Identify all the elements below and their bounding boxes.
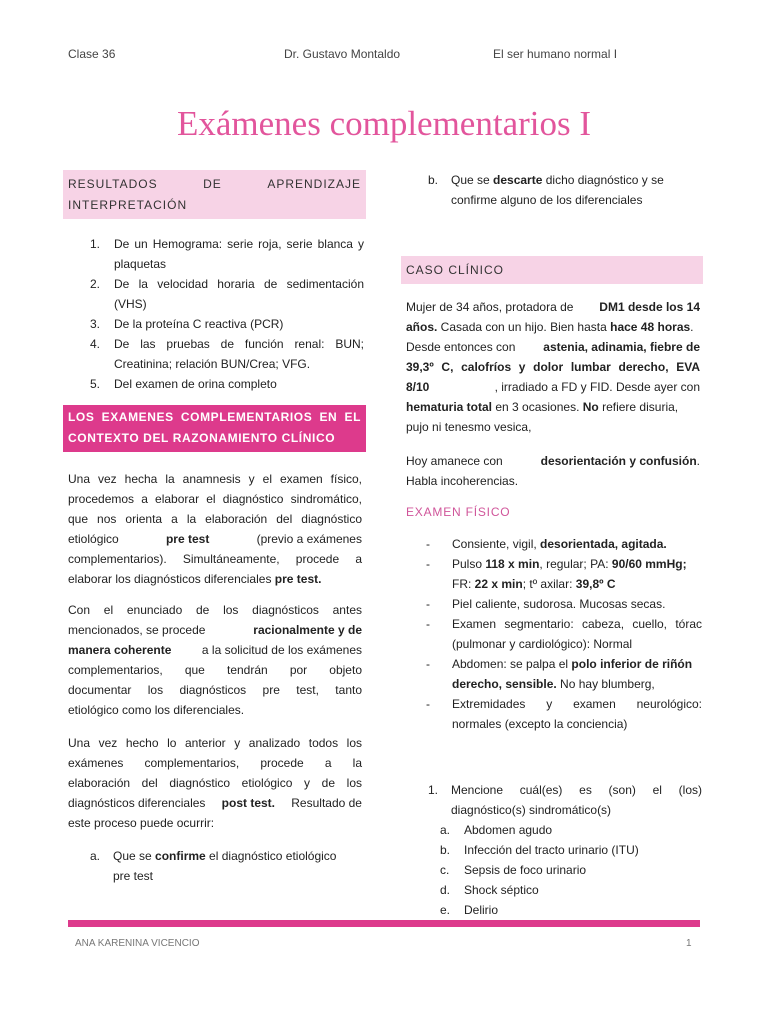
text-line: Una vez hecho lo anterior y analizado todos los <box>68 736 362 750</box>
text-span-bold: descarte <box>493 173 543 187</box>
option-b <box>428 170 702 210</box>
text-line: Con el enunciado de los diagnósticos antes <box>68 603 362 617</box>
list-item <box>90 334 364 374</box>
text-span-bold: 8/10 <box>406 380 430 394</box>
option-text: Shock séptico <box>464 883 539 897</box>
text-line: Habla incoherencias. <box>406 474 519 488</box>
text-line: confirme alguno de los diferenciales <box>451 193 643 207</box>
text-line <box>452 554 702 574</box>
text-span: el diagnóstico etiológico <box>205 849 337 863</box>
list-letter: e. <box>440 903 451 917</box>
text-span-bold: 118 x min <box>485 557 540 571</box>
text-line <box>452 534 702 554</box>
list-item <box>426 554 702 594</box>
list-number: 4. <box>90 337 101 351</box>
text-span: refiere disuria, <box>598 400 679 414</box>
list-item <box>426 694 702 734</box>
list-letter: b. <box>428 173 439 187</box>
text-line <box>452 674 702 694</box>
text-span: Casada con un hijo. Bien hasta <box>437 320 611 334</box>
text-line: pre test <box>113 869 154 883</box>
text-span: mencionados, se procede <box>68 623 206 637</box>
complementary-exams-heading <box>63 405 366 452</box>
list-number: 1. <box>90 237 101 251</box>
learning-outcomes-list <box>90 234 364 394</box>
text-span: Consiente, vigil, <box>452 537 541 551</box>
text-line: Piel caliente, sudorosa. Mucosas secas. <box>452 597 666 611</box>
text-span-bold: post test. <box>221 796 276 810</box>
list-number: 3. <box>90 317 101 331</box>
text-span-bold: confirme <box>155 849 206 863</box>
text-span: Hoy amanece con <box>406 454 503 468</box>
list-text: De la proteína C reactiva (PCR) <box>114 317 284 331</box>
page-title: Exámenes complementarios I <box>176 104 592 143</box>
text-span-bold: astenia, adinamia, fiebre de <box>543 340 700 354</box>
text-line <box>452 654 702 674</box>
option-text: Infección del tracto urinario (ITU) <box>464 843 639 857</box>
list-text: Del examen de orina completo <box>114 377 277 391</box>
list-text: plaquetas <box>114 257 167 271</box>
text-span: (previo a exámenes <box>256 532 362 546</box>
text-line: Una vez hecha la anamnesis y el examen físico, <box>68 472 362 486</box>
header-class-label: Clase 36 <box>68 47 116 61</box>
list-text: De las pruebas de función renal: BUN; <box>114 337 364 351</box>
text-line: procedemos a elaborar el diagnóstico sindromático, <box>68 492 362 506</box>
text-span: a la solicitud de los exámenes <box>201 643 362 657</box>
list-item <box>90 274 364 314</box>
list-number: 2. <box>90 277 101 291</box>
list-item <box>90 374 364 394</box>
list-item <box>428 170 702 210</box>
list-letter: b. <box>440 843 451 857</box>
text-line: normales (excepto la conciencia) <box>452 717 628 731</box>
text-span: diagnósticos diferenciales <box>68 796 206 810</box>
heading-word: RESULTADOS <box>68 177 158 191</box>
text-line: complementarios). Simultáneamente, procede a <box>68 552 362 566</box>
text-span-bold: 22 x min <box>474 577 523 591</box>
text-span-bold: DM1 desde los 14 <box>599 300 700 314</box>
bullet: - <box>426 537 430 551</box>
text-span-bold: desorientación y confusión <box>540 454 697 468</box>
text-span: etiológico <box>68 532 119 546</box>
text-span: Que se <box>451 173 494 187</box>
list-item <box>90 234 364 274</box>
list-item <box>426 654 702 694</box>
question-options <box>428 820 702 920</box>
list-text: (VHS) <box>114 297 147 311</box>
header-professor: Dr. Gustavo Montaldo <box>284 47 401 61</box>
text-span: elaborar los diagnósticos diferenciales <box>68 572 275 586</box>
text-span: Mujer de 34 años, protadora de <box>406 300 574 314</box>
header-course: El ser humano normal I <box>493 47 618 61</box>
list-item <box>90 846 362 886</box>
question-1 <box>428 780 702 920</box>
text-line: etiológico como los diferenciales. <box>68 703 245 717</box>
text-span-bold: racionalmente y de <box>253 623 362 637</box>
list-letter: c. <box>440 863 450 877</box>
option-a <box>90 846 362 886</box>
list-letter: a. <box>90 849 101 863</box>
text-line <box>451 170 702 190</box>
text-line <box>406 337 700 357</box>
text-span-bold: polo inferior de riñón <box>571 657 693 671</box>
list-letter: a. <box>440 823 451 837</box>
text-span: No hay blumberg, <box>556 677 655 691</box>
text-span: ; tº axilar: <box>522 577 576 591</box>
list-item <box>440 900 702 920</box>
list-item <box>440 860 702 880</box>
list-number: 5. <box>90 377 101 391</box>
heading-word: APRENDIZAJE <box>267 177 361 191</box>
text-line: Hoy amanece con desorientación y confusión. <box>406 451 700 471</box>
text-line: Examen segmentario: cabeza, cuello, tórac <box>452 617 702 631</box>
heading-line-2: CONTEXTO DEL RAZONAMIENTO CLÍNICO <box>68 431 336 445</box>
list-text: De la velocidad horaria de sedimentación <box>114 277 364 291</box>
learning-outcomes-heading <box>63 170 366 219</box>
text-span: , irradiado a FD y FID. Desde ayer con <box>494 380 700 394</box>
list-item <box>440 840 702 860</box>
case-paragraph-1 <box>406 297 700 437</box>
text-line: Extremidades y examen neurológico: <box>452 697 702 711</box>
text-line <box>406 377 700 397</box>
text-span: Pulso <box>452 557 486 571</box>
text-span: Resultado de <box>291 796 362 810</box>
list-item <box>440 820 702 840</box>
text-line <box>68 529 362 549</box>
footer-divider <box>68 920 700 927</box>
text-line: diagnóstico(s) sindromático(s) <box>451 803 612 817</box>
text-line: este proceso puede ocurrir: <box>68 816 215 830</box>
text-span: dicho diagnóstico y se <box>542 173 664 187</box>
paragraph-3 <box>68 733 362 833</box>
text-line: años. Casada con un hijo. Bien hasta hace 48 horas. <box>406 320 694 334</box>
text-line: documentar los diagnósticos pre test, tanto <box>68 683 362 697</box>
text-span-bold: derecho, sensible. <box>452 677 557 691</box>
heading-line-1 <box>68 177 361 191</box>
page-number: 1 <box>686 938 692 949</box>
text-line <box>68 620 362 640</box>
text-line: complementarios, que tendrán por objeto <box>68 663 362 677</box>
bullet: - <box>426 617 430 631</box>
text-line <box>68 569 362 589</box>
list-item <box>426 534 702 554</box>
heading-word: DE <box>203 177 222 191</box>
text-span: FR: <box>452 577 475 591</box>
footer-author: ANA KARENINA VICENCIO <box>75 938 200 949</box>
option-text: Abdomen agudo <box>464 823 553 837</box>
text-span-bold: pre test <box>165 532 210 546</box>
bullet: - <box>426 557 430 571</box>
text-line <box>113 846 362 866</box>
text-span: Que se <box>113 849 156 863</box>
text-span-bold: 90/60 mmHg; <box>611 557 687 571</box>
paragraph-1 <box>68 469 362 589</box>
text-span: en 3 ocasiones. <box>492 400 583 414</box>
list-number: 1. <box>428 783 439 797</box>
text-span-bold: 39,8º C <box>575 577 616 591</box>
text-line: elaboración del diagnóstico etiológico y de los <box>68 776 362 790</box>
text-span-bold: hematuria total <box>406 400 493 414</box>
text-line: que nos orienta a la elaboración del diagnóstico <box>68 512 362 526</box>
bullet: - <box>426 697 430 711</box>
text-span-bold: desorientada, agitada. <box>540 537 667 551</box>
list-item <box>90 314 364 334</box>
text-span-bold: No <box>582 400 599 414</box>
text-line: 39,3º C, calofríos y dolor lumbar derecho, EVA <box>406 360 700 374</box>
text-span-bold: años. <box>406 320 438 334</box>
text-span-bold: manera coherente <box>68 643 172 657</box>
text-line: (pulmonar y cardiológico): Normal <box>452 637 633 651</box>
bullet: - <box>426 597 430 611</box>
text-span: Abdomen: se palpa el <box>452 657 572 671</box>
list-text: Creatinina; relación BUN/Crea; VFG. <box>114 357 311 371</box>
heading-line-2: INTERPRETACIÓN <box>68 198 188 212</box>
case-paragraph-2 <box>406 451 700 491</box>
text-line: pujo ni tenesmo vesica, <box>406 420 532 434</box>
list-item <box>426 614 702 654</box>
text-line <box>406 397 700 417</box>
text-span-bold: pre test. <box>274 572 322 586</box>
option-text: Delirio <box>464 903 499 917</box>
text-span-bold: hace 48 horas <box>610 320 691 334</box>
list-letter: d. <box>440 883 451 897</box>
bullet: - <box>426 657 430 671</box>
list-text: De un Hemograma: serie roja, serie blanca y <box>114 237 364 251</box>
option-text: Sepsis de foco urinario <box>464 863 587 877</box>
text-line: exámenes complementarios, procede a la <box>68 756 362 770</box>
text-line <box>68 640 362 660</box>
clinical-case-heading <box>401 256 703 284</box>
heading-line-1: LOS EXAMENES COMPLEMENTARIOS EN EL <box>68 410 361 424</box>
text-span: , regular; PA: <box>539 557 612 571</box>
text-span: Desde entonces con <box>406 340 516 354</box>
physical-exam-heading: EXAMEN FÍSICO <box>406 505 511 519</box>
heading-text: CASO CLÍNICO <box>406 263 505 277</box>
text-line <box>68 793 362 813</box>
physical-exam-list <box>426 534 702 734</box>
text-line <box>406 297 700 317</box>
list-item <box>440 880 702 900</box>
list-item <box>428 780 702 820</box>
list-item <box>426 594 702 614</box>
paragraph-2 <box>68 600 362 720</box>
text-line: Mencione cuál(es) es (son) el (los) <box>451 783 702 797</box>
text-line <box>452 574 702 594</box>
